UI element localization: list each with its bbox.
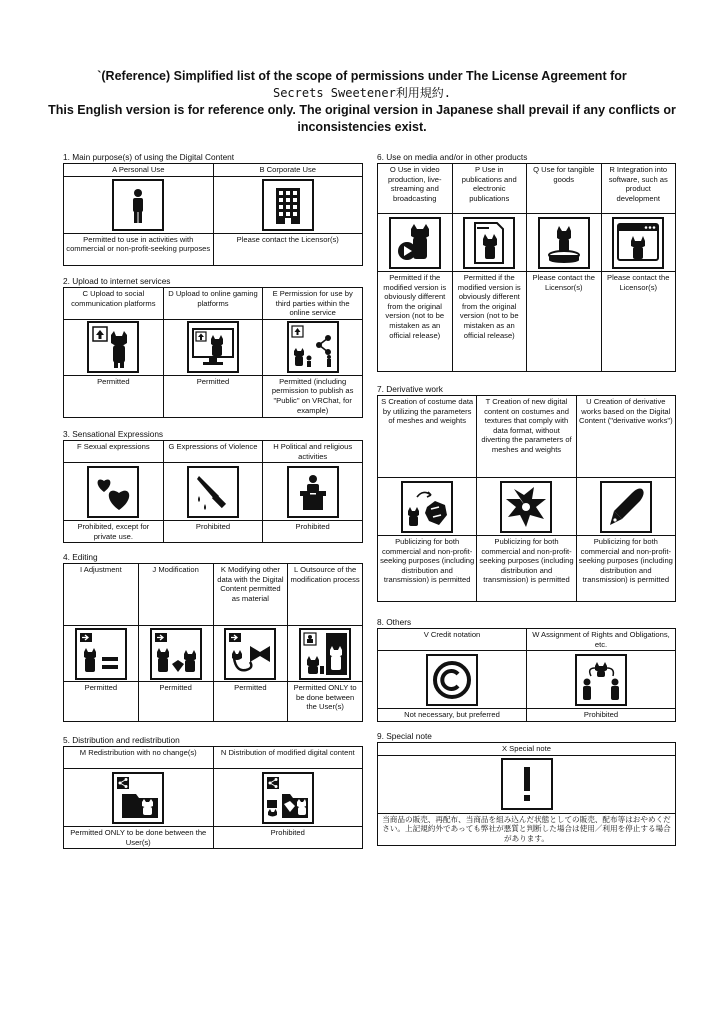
header-line-3: This English version is for reference only. The original version in Japanese shall prevail if any conflicts or <box>48 103 676 117</box>
col-note: Permitted <box>138 682 213 722</box>
col-note: Permitted ONLY to be done between the User(s) <box>64 827 214 849</box>
software-icon <box>612 217 664 269</box>
col-note: Permitted <box>64 682 139 722</box>
section-main-purpose <box>63 152 363 266</box>
assignment-icon <box>575 654 627 706</box>
col-label: V Credit notation <box>378 629 527 651</box>
adjust-icon <box>75 628 127 680</box>
col-note: Prohibited, except for private use. <box>64 521 164 543</box>
person-icon <box>112 179 164 231</box>
col-note: Permitted (including permission to publish as "Public" on VRChat, for example) <box>263 375 363 417</box>
col-note: Please contact the Licensor(s) <box>527 272 602 372</box>
col-note: Permitted if the modified version is obviously different from the original version (not to be mistaken as an official release) <box>452 272 527 372</box>
redistribute-icon <box>112 772 164 824</box>
col-label: H Political and religious activities <box>263 441 363 463</box>
col-note: Prohibited <box>213 827 363 849</box>
col-note: Permitted <box>213 682 288 722</box>
col-note: Permitted <box>64 375 164 417</box>
modify-icon <box>150 628 202 680</box>
col-label: F Sexual expressions <box>64 441 164 463</box>
col-note: Permitted if the modified version is obviously different from the original version (not to be mistaken as an official release) <box>378 272 453 372</box>
col-label: J Modification <box>138 564 213 626</box>
section-title: 8. Others <box>377 617 412 627</box>
section-distribution <box>63 735 363 849</box>
section-title: 1. Main purpose(s) of using the Digital Content <box>63 152 235 162</box>
section-others <box>377 617 676 722</box>
col-note: Prohibited <box>263 521 363 543</box>
col-label: A Personal Use <box>64 164 214 177</box>
section-title: 9. Special note <box>377 731 432 741</box>
publication-icon <box>463 217 515 269</box>
game-upload-icon <box>187 321 239 373</box>
section-title: 4. Editing <box>63 552 98 562</box>
header-line-1: `(Reference) Simplified list of the scope of permissions under The License Agreement for <box>97 69 627 83</box>
podium-icon <box>287 466 339 518</box>
hearts-icon <box>87 466 139 518</box>
section-editing <box>63 552 363 722</box>
pen-nib-icon <box>600 481 652 533</box>
col-note: Not necessary, but preferred <box>378 709 527 722</box>
col-label: T Creation of new digital content on costumes and textures that comply with data format, without diverting the parameters of meshes and weights <box>477 396 576 478</box>
col-label: E Permission for use by third parties within the online service <box>263 288 363 320</box>
col-note: Publicizing for both commercial and non-profit-seeking purposes (including distribution and transmission) is permitted <box>378 536 477 602</box>
col-label: X Special note <box>378 743 676 756</box>
col-note: Publicizing for both commercial and non-profit-seeking purposes (including distribution and transmission) is permitted <box>477 536 576 602</box>
section-title: 6. Use on media and/or in other products <box>377 152 528 162</box>
section-sensational <box>63 429 363 543</box>
col-label: S Creation of costume data by utilizing the parameters of meshes and weights <box>378 396 477 478</box>
col-label: B Corporate Use <box>213 164 363 177</box>
col-label: I Adjustment <box>64 564 139 626</box>
header-line-4: inconsistencies exist. <box>297 120 427 134</box>
col-label: U Creation of derivative works based on the Digital Content ("derivative works") <box>576 396 675 478</box>
material-icon <box>224 628 276 680</box>
copyright-icon <box>426 654 478 706</box>
outsource-icon <box>299 628 351 680</box>
figure-goods-icon <box>538 217 590 269</box>
col-label: R Integration into software, such as product development <box>601 164 676 214</box>
header-line-2: Secrets Sweetener利用規約. <box>272 86 452 100</box>
section-title: 7. Derivative work <box>377 384 443 394</box>
col-label: D Upload to online gaming platforms <box>163 288 263 320</box>
col-note: Please contact the Licensor(s) <box>213 233 363 265</box>
col-note: Permitted to use in activities with commercial or non-profit-seeking purposes <box>64 233 214 265</box>
col-label: Q Use for tangible goods <box>527 164 602 214</box>
video-icon <box>389 217 441 269</box>
col-label: K Modifying other data with the Digital Content permitted as material <box>213 564 288 626</box>
col-note: Prohibited <box>527 709 676 722</box>
col-label: W Assignment of Rights and Obligations, etc. <box>527 629 676 651</box>
section-derivative-work <box>377 384 676 602</box>
col-note: Prohibited <box>163 521 263 543</box>
col-label: N Distribution of modified digital content <box>213 747 363 769</box>
distribute-modified-icon <box>262 772 314 824</box>
building-icon <box>262 179 314 231</box>
section-upload <box>63 276 363 418</box>
col-label: L Outsource of the modification process <box>288 564 363 626</box>
section-title: 5. Distribution and redistribution <box>63 735 180 745</box>
col-label: G Expressions of Violence <box>163 441 263 463</box>
col-label: P Use in publications and electronic publications <box>452 164 527 214</box>
texture-icon <box>500 481 552 533</box>
col-note: Please contact the Licensor(s) <box>601 272 676 372</box>
section-title: 2. Upload to internet services <box>63 276 171 286</box>
col-note: Permitted <box>163 375 263 417</box>
col-label: O Use in video production, live-streaming and broadcasting <box>378 164 453 214</box>
costume-data-icon <box>401 481 453 533</box>
col-note: Permitted ONLY to be done between the User(s) <box>288 682 363 722</box>
knife-icon <box>187 466 239 518</box>
exclamation-icon <box>501 758 553 810</box>
section-media-use <box>377 152 676 372</box>
col-label: M Redistribution with no change(s) <box>64 747 214 769</box>
social-upload-icon <box>87 321 139 373</box>
section-title: 3. Sensational Expressions <box>63 429 164 439</box>
col-label: C Upload to social communication platforms <box>64 288 164 320</box>
col-note: Publicizing for both commercial and non-profit-seeking purposes (including distribution and transmission) is permitted <box>576 536 675 602</box>
section-special-note <box>377 731 676 846</box>
special-note-text: 当商品の販売、再配布、当商品を組み込んだ状態としての販売、配布等はおやめください。上記規約外であっても弊社が悪質と判断した場合は使用／利用を停止する場合があります。 <box>378 813 676 845</box>
page-header <box>40 68 684 136</box>
share-third-party-icon <box>287 321 339 373</box>
